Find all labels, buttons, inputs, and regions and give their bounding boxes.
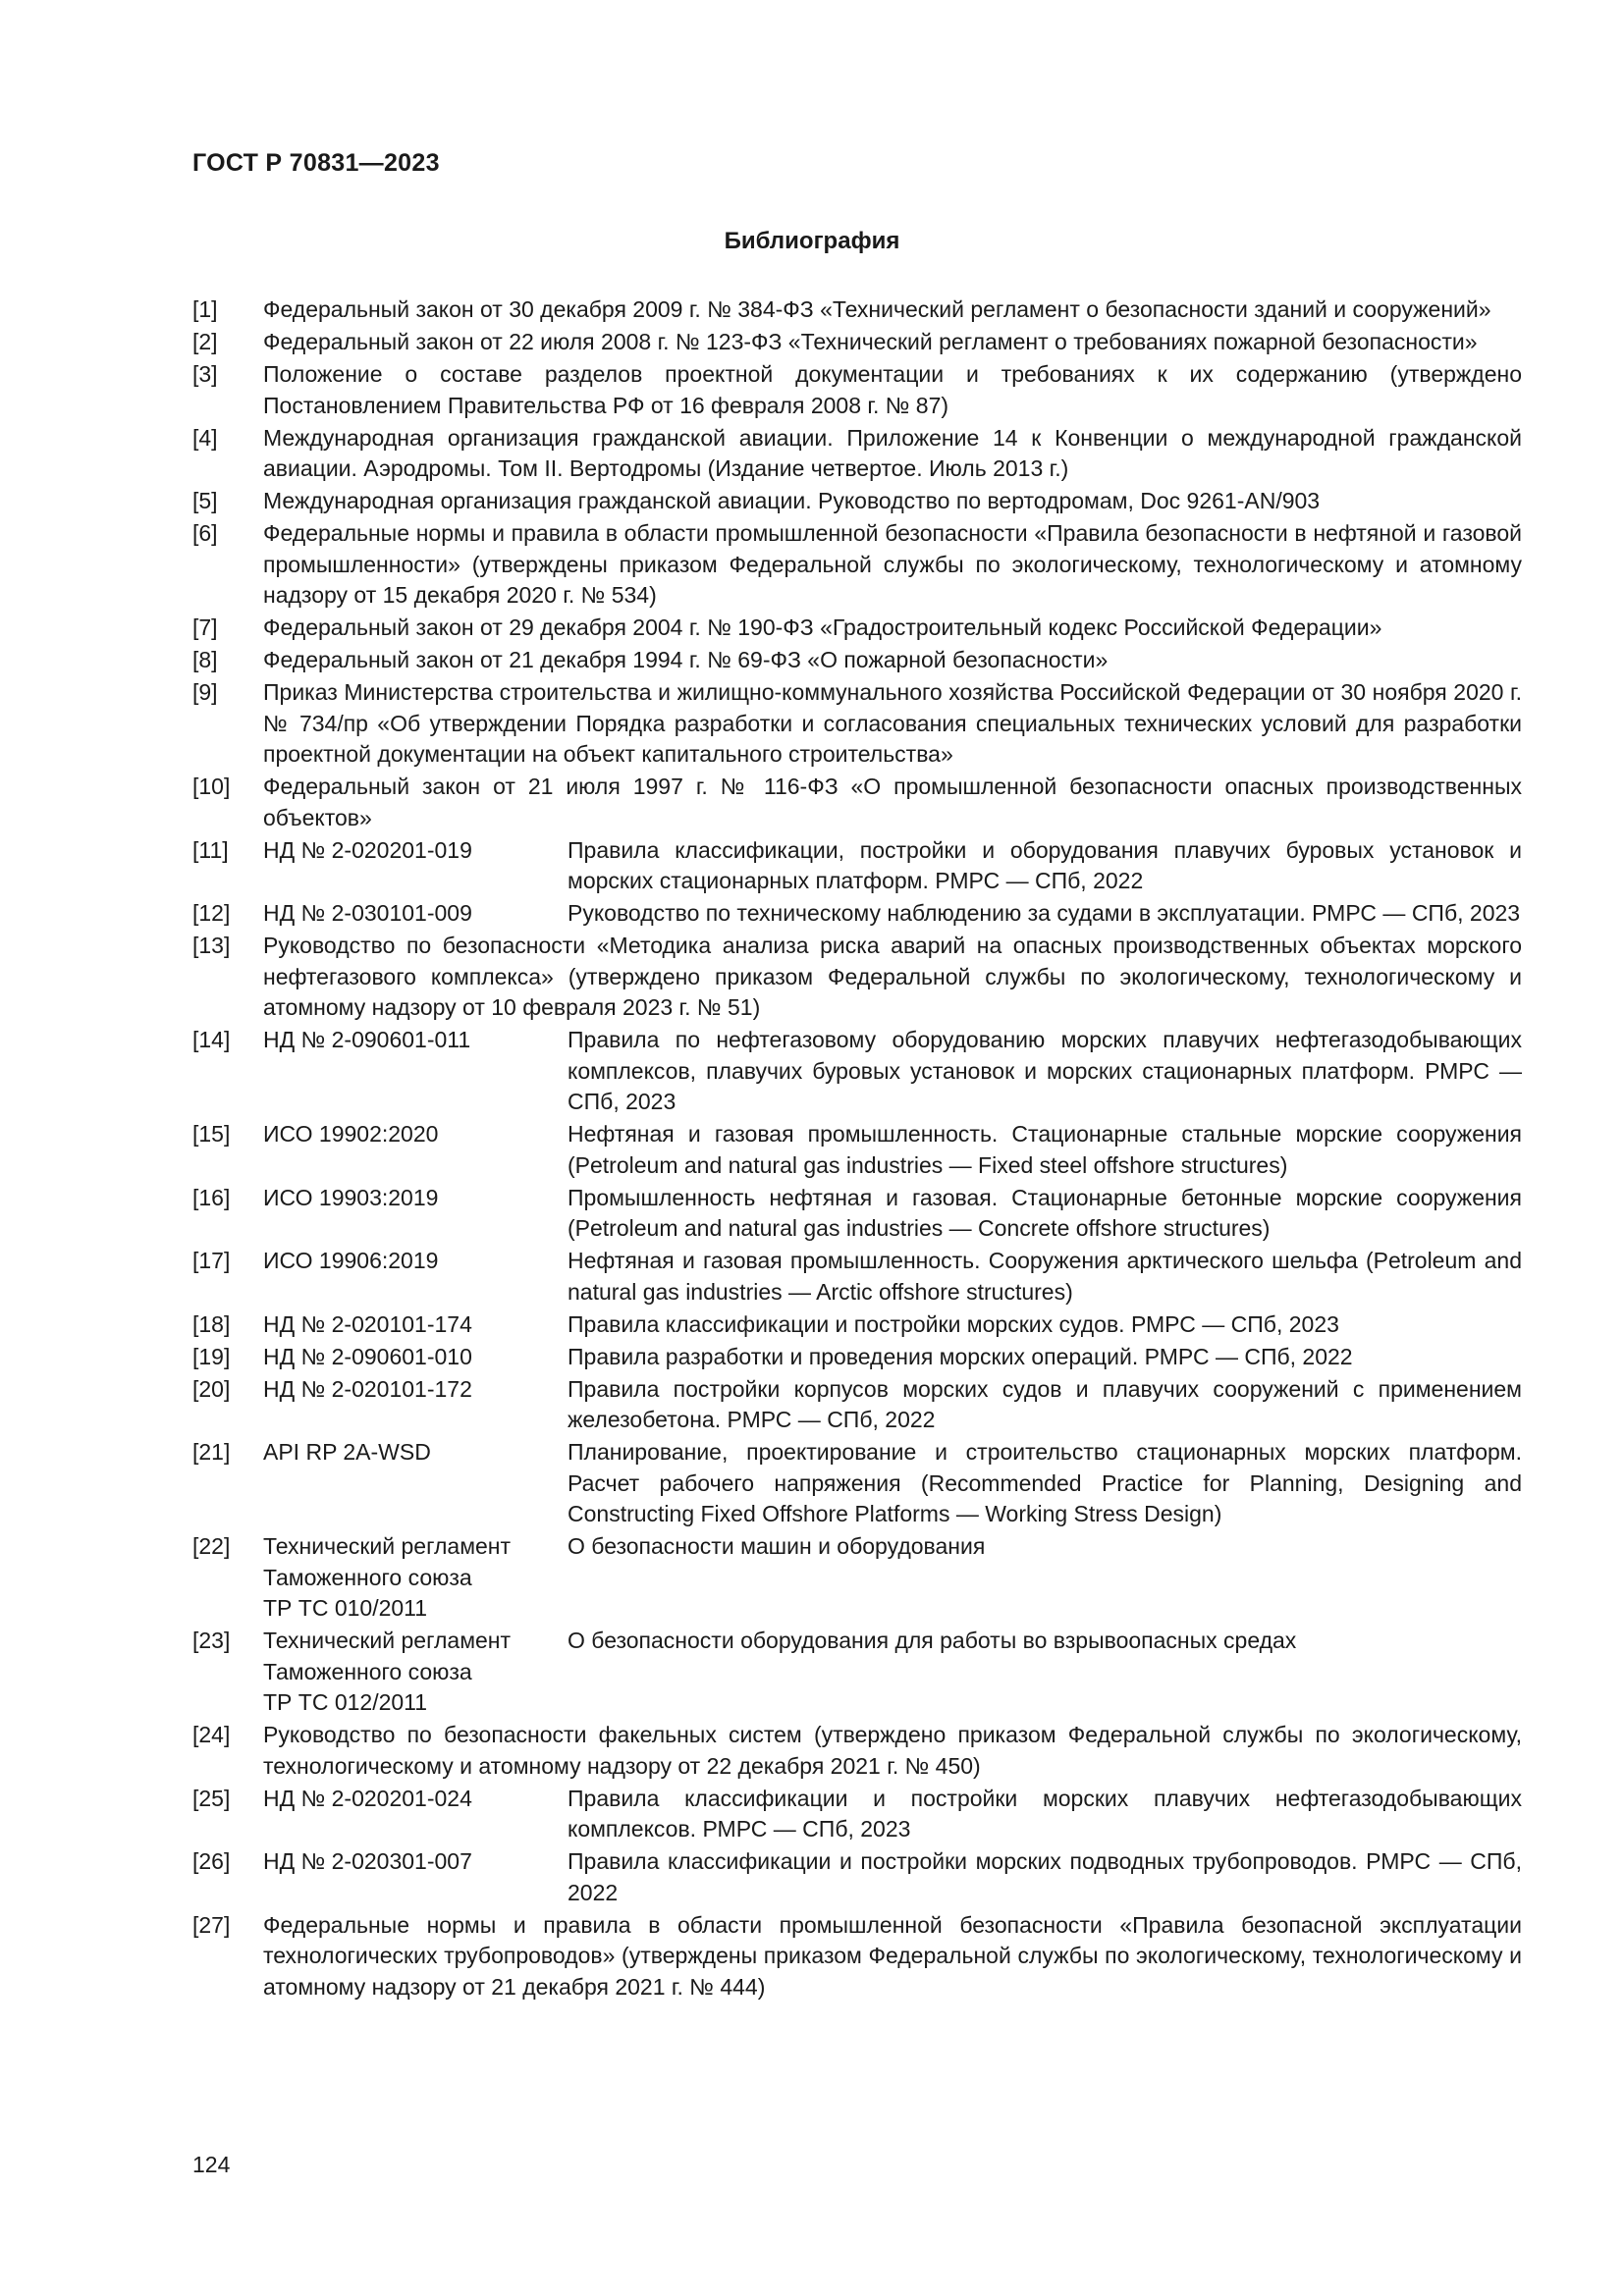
entry-code: НД № 2-020201-024 (263, 1785, 472, 1811)
entry-code: НД № 2-020201-019 (263, 836, 472, 863)
entry-code: ИСО 19903:2019 (263, 1184, 439, 1210)
entry-code: ИСО 19906:2019 (263, 1248, 439, 1273)
entry-text: Федеральный закон от 30 декабря 2009 г. № 384-ФЗ «Технический регламент о безопасности зданий и сооружений» (263, 296, 1491, 322)
entry-number: [12] (192, 900, 231, 926)
entry-number: [21] (192, 1439, 231, 1465)
bibliography-entry (192, 1437, 1522, 1530)
entry-number: [24] (192, 1722, 231, 1747)
bibliography-entry (192, 1531, 1522, 1625)
entry-code: НД № 2-020101-172 (263, 1375, 472, 1402)
entry-number: [15] (192, 1121, 231, 1147)
entry-number: [2] (192, 329, 218, 354)
entry-title: Промышленность нефтяная и газовая. Стационарные бетонные морские сооружения (Petroleum and natural gas industries — Concrete offshore structures) (568, 1184, 1522, 1241)
entry-code-line: Технический регламент (263, 1533, 512, 1559)
entry-code: ИСО 19902:2020 (263, 1121, 439, 1147)
bibliography-entry (192, 1846, 1522, 1908)
entry-number: [27] (192, 1911, 231, 1938)
entry-number: [17] (192, 1248, 231, 1273)
entry-title: Правила разработки и проведения морских операций. РМРС — СПб, 2022 (568, 1343, 1353, 1369)
bibliography-entry (192, 613, 1522, 644)
bibliography-entry (192, 294, 1522, 326)
bibliography-entry (192, 1119, 1522, 1181)
entry-number: [26] (192, 1848, 231, 1874)
entry-text: Положение о составе разделов проектной документации и требованиях к их содержанию (утверждено Постановлением Правительства РФ от 16 февраля 2008 г. № 87) (263, 361, 1522, 418)
bibliography-entry (192, 645, 1522, 676)
bibliography-entry (192, 423, 1522, 485)
entry-title: Планирование, проектирование и строительство стационарных морских платформ. Расчет рабочего напряжения (Recommended Practice for Planning, Designing and Constructing Fixed Offshore Platforms — Working Stress Design) (568, 1439, 1522, 1526)
entry-code-line: Технический регламент (263, 1628, 512, 1653)
entry-text: Международная организация гражданской авиации. Руководство по вертодромам, Doc 9261-AN/903 (263, 488, 1321, 513)
entry-title: Руководство по техническому наблюдению за судами в эксплуатации. РМРС — СПб, 2023 (568, 900, 1521, 926)
document-code-header: ГОСТ Р 70831—2023 (192, 149, 440, 177)
bibliography-entry (192, 772, 1522, 833)
entry-number: [19] (192, 1343, 231, 1369)
entry-code: НД № 2-090601-010 (263, 1343, 472, 1369)
bibliography-entry (192, 1342, 1522, 1373)
entry-code-line: ТР ТС 012/2011 (263, 1689, 428, 1715)
entry-text: Федеральные нормы и правила в области промышленной безопасности «Правила безопасности в нефтяной и газовой промышленности» (утверждены приказом Федеральной службы по экологическому, технологическому и атомному надзору от 15 декабря 2020 г. № 534) (263, 520, 1522, 608)
entry-number: [25] (192, 1785, 231, 1811)
entry-title: Нефтяная и газовая промышленность. Сооружения арктического шельфа (Petroleum and natural gas industries — Arctic offshore structures) (568, 1248, 1522, 1305)
entry-code (263, 1626, 568, 1719)
entry-title: Правила классификации и постройки морских плавучих нефтегазодобывающих комплексов. РМРС — СПб, 2023 (568, 1785, 1522, 1842)
bibliography-entry (192, 1246, 1522, 1308)
entry-code (263, 1531, 568, 1625)
entry-text: Федеральный закон от 21 июля 1997 г. № 116-ФЗ «О промышленной безопасности опасных производственных объектов» (263, 774, 1522, 830)
bibliography-entry (192, 1025, 1522, 1118)
entry-number: [6] (192, 520, 218, 546)
entry-number: [22] (192, 1533, 231, 1559)
bibliography-entry (192, 1309, 1522, 1341)
entry-text: Приказ Министерства строительства и жилищно-коммунального хозяйства Российской Федерации от 30 ноября 2020 г. № 734/пр «Об утверждении Порядка разработки и согласования специальных технических условий для разработки проектной документации на объект капитального строительства» (263, 679, 1522, 767)
entry-text: Руководство по безопасности «Методика анализа риска аварий на опасных производственных объектах морского нефтегазового комплекса» (утверждено приказом Федеральной службы по экологическому, технологическому и атомному надзору от 10 февраля 2023 г. № 51) (263, 933, 1522, 1020)
entry-text: Руководство по безопасности факельных систем (утверждено приказом Федеральной службы по экологическому, технологическому и атомному надзору от 22 декабря 2021 г. № 450) (263, 1722, 1522, 1779)
page-number: 124 (192, 2152, 231, 2177)
entry-code: API RP 2A-WSD (263, 1439, 431, 1465)
entry-number: [20] (192, 1375, 231, 1402)
entry-number: [1] (192, 296, 218, 322)
entry-title: О безопасности машин и оборудования (568, 1533, 986, 1559)
entry-number: [9] (192, 679, 218, 705)
entry-title: Нефтяная и газовая промышленность. Стационарные стальные морские сооружения (Petroleum and natural gas industries — Fixed steel offshore structures) (568, 1121, 1522, 1178)
entry-number: [14] (192, 1027, 231, 1052)
entry-number: [11] (192, 836, 229, 863)
entry-number: [10] (192, 774, 231, 799)
entry-title: Правила постройки корпусов морских судов и плавучих сооружений с применением железобетона. РМРС — СПб, 2022 (568, 1375, 1522, 1432)
entry-number: [4] (192, 424, 218, 451)
bibliography-list (192, 294, 1522, 2004)
entry-title: О безопасности оборудования для работы во взрывоопасных средах (568, 1628, 1297, 1653)
bibliography-entry (192, 518, 1522, 612)
entry-number: [5] (192, 488, 218, 513)
bibliography-entry (192, 359, 1522, 421)
entry-code: НД № 2-030101-009 (263, 900, 472, 926)
entry-text: Федеральный закон от 22 июля 2008 г. № 123-ФЗ «Технический регламент о требованиях пожарной безопасности» (263, 329, 1478, 354)
bibliography-entry (192, 931, 1522, 1024)
entry-number: [8] (192, 647, 218, 672)
bibliography-entry (192, 1910, 1522, 2003)
bibliography-entry (192, 1183, 1522, 1245)
entry-number: [18] (192, 1310, 231, 1337)
bibliography-entry (192, 1720, 1522, 1782)
entry-code: НД № 2-020101-174 (263, 1310, 472, 1337)
bibliography-entry (192, 677, 1522, 771)
section-title: Библиография (724, 228, 900, 254)
entry-number: [16] (192, 1184, 231, 1210)
entry-title: Правила по нефтегазовому оборудованию морских плавучих нефтегазодобывающих комплексов, плавучих буровых установок и морских стационарных платформ. РМРС — СПб, 2023 (568, 1027, 1522, 1114)
entry-title: Правила классификации, постройки и оборудования плавучих буровых установок и морских стационарных платформ. РМРС — СПб, 2022 (568, 836, 1522, 893)
entry-code-line: Таможенного союза (263, 1658, 472, 1684)
entry-code-line: ТР ТС 010/2011 (263, 1595, 428, 1621)
entry-code-line: Таможенного союза (263, 1564, 472, 1590)
bibliography-entry (192, 327, 1522, 358)
entry-number: [7] (192, 614, 218, 640)
entry-code: НД № 2-090601-011 (263, 1027, 471, 1052)
entry-title: Правила классификации и постройки морских судов. РМРС — СПб, 2023 (568, 1310, 1339, 1337)
bibliography-entry (192, 835, 1522, 897)
entry-number: [3] (192, 361, 218, 387)
entry-number: [13] (192, 933, 231, 958)
entry-title: Правила классификации и постройки морских подводных трубопроводов. РМРС — СПб, 2022 (568, 1848, 1522, 1905)
entry-text: Федеральные нормы и правила в области промышленной безопасности «Правила безопасной эксплуатации технологических трубопроводов» (утверждены приказом Федеральной службы по экологическому, технологическому и атомному надзору от 21 декабря 2021 г. № 444) (263, 1911, 1522, 2000)
bibliography-entry (192, 486, 1522, 517)
entry-code: НД № 2-020301-007 (263, 1848, 472, 1874)
bibliography-entry (192, 1784, 1522, 1845)
entry-text: Федеральный закон от 29 декабря 2004 г. № 190-ФЗ «Градостроительный кодекс Российской Федерации» (263, 614, 1382, 640)
bibliography-entry (192, 1626, 1522, 1719)
bibliography-entry (192, 1374, 1522, 1436)
entry-number: [23] (192, 1628, 231, 1653)
bibliography-entry (192, 898, 1522, 930)
entry-text: Федеральный закон от 21 декабря 1994 г. № 69-ФЗ «О пожарной безопасности» (263, 647, 1109, 672)
entry-text: Международная организация гражданской авиации. Приложение 14 к Конвенции о международной гражданской авиации. Аэродромы. Том II. Вертодромы (Издание четвертое. Июль 2013 г.) (263, 424, 1522, 481)
